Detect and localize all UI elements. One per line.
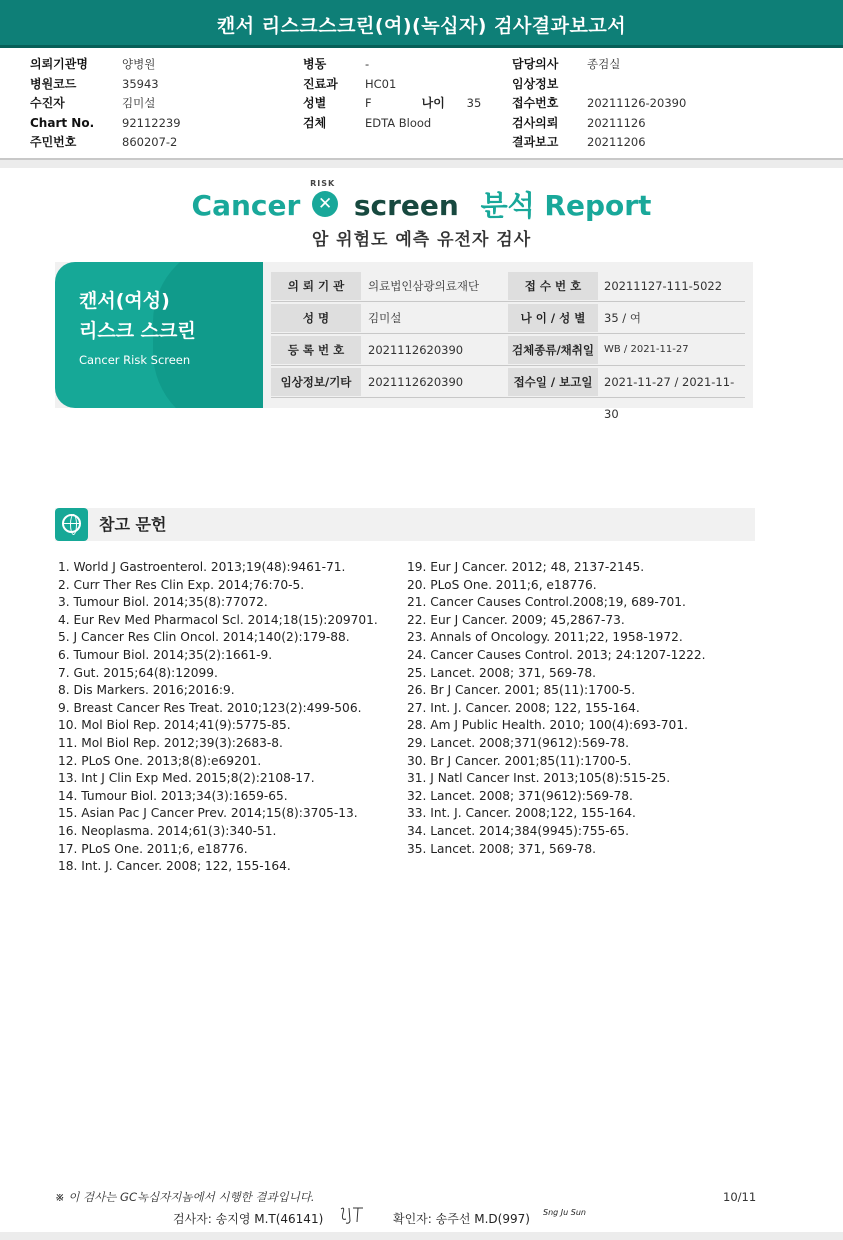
reference-item: 14. Tumour Biol. 2013;34(3):1659-65. [58, 788, 288, 803]
header-value: 20211206 [587, 135, 646, 149]
info-table [271, 270, 745, 421]
table-row [271, 302, 745, 334]
table-header: 나 이 / 성 별 [508, 304, 598, 332]
reference-item: 32. Lancet. 2008; 371(9612):569-78. [407, 788, 633, 803]
reference-item: 28. Am J Public Health. 2010; 100(4):693-701. [407, 718, 688, 733]
test-name-card [55, 262, 263, 408]
reference-item: 8. Dis Markers. 2016;2016:9. [58, 683, 235, 698]
card-english-title: Cancer Risk Screen [79, 353, 191, 367]
reference-item: 4. Eur Rev Med Pharmacol Scl. 2014;18(15):209701. [58, 612, 378, 627]
header-label: 검체 [303, 115, 327, 130]
reference-item: 10. Mol Biol Rep. 2014;41(9):5775-85. [58, 718, 291, 733]
header-value: 92112239 [122, 115, 181, 130]
table-row [271, 334, 745, 366]
reference-item: 22. Eur J Cancer. 2009; 45,2867-73. [407, 612, 625, 627]
references-header [55, 508, 755, 541]
table-header: 등 록 번 호 [271, 336, 361, 364]
bottom-band [0, 1232, 843, 1240]
table-cell: 김미설 [368, 311, 402, 325]
header-value: 종검실 [587, 57, 621, 71]
table-cell: WB / 2021-11-27 [604, 344, 689, 355]
reference-item: 23. Annals of Oncology. 2011;22, 1958-1972. [407, 630, 683, 645]
header-value: HC01 [365, 76, 397, 91]
header-label: Chart No. [30, 115, 95, 130]
brand-cancer: Cancer [191, 189, 301, 222]
card-title-line2: 리스크 스크린 [79, 320, 196, 342]
table-cell: 2021112620390 [368, 375, 464, 389]
header-label: 병원코드 [30, 76, 77, 91]
reference-item: 30. Br J Cancer. 2001;85(11):1700-5. [407, 753, 632, 768]
reference-item: 6. Tumour Biol. 2014;35(2):1661-9. [58, 647, 273, 662]
card-title [79, 286, 196, 346]
table-header: 의 뢰 기 관 [271, 272, 361, 300]
table-header: 접수일 / 보고일 [508, 368, 598, 396]
header-row [512, 114, 686, 134]
brand-screen: screen [353, 189, 459, 222]
reference-item: 31. J Natl Cancer Inst. 2013;105(8):515-25. [407, 771, 671, 786]
age-label: 나이 [421, 96, 445, 110]
reference-item: 18. Int. J. Cancer. 2008; 122, 155-164. [58, 859, 291, 874]
header-value: F [365, 96, 372, 110]
reference-item: 27. Int. J. Cancer. 2008; 122, 155-164. [407, 700, 640, 715]
reference-item: 7. Gut. 2015;64(8):12099. [58, 665, 218, 680]
reference-item: 29. Lancet. 2008;371(9612):569-78. [407, 735, 630, 750]
header-label: 주민번호 [30, 135, 77, 149]
header-value: 860207-2 [122, 135, 178, 149]
reference-item: 13. Int J Clin Exp Med. 2015;8(2):2108-17. [58, 771, 315, 786]
footer-note: ※ 이 검사는 GC녹십자지놈에서 시행한 결과입니다. [55, 1190, 315, 1204]
header-value: 20211126 [587, 115, 646, 130]
brand-risk: RISK [310, 179, 336, 188]
reference-item: 25. Lancet. 2008; 371, 569-78. [407, 665, 597, 680]
header-row [512, 133, 686, 153]
header-row [30, 94, 181, 114]
header-value: 양병원 [122, 57, 156, 71]
header-label: 수진자 [30, 96, 65, 110]
header-label: 담당의사 [512, 57, 559, 71]
header-row [303, 75, 481, 95]
reference-item: 21. Cancer Causes Control.2008;19, 689-701. [407, 595, 686, 610]
table-row [271, 270, 745, 302]
reference-item: 12. PLoS One. 2013;8(8):e69201. [58, 753, 262, 768]
reference-item: 24. Cancer Causes Control. 2013; 24:1207-1222. [407, 647, 706, 662]
header-row [30, 55, 181, 75]
header-row [512, 94, 686, 114]
table-cell: 의료법인삼광의료재단 [368, 279, 480, 293]
header-value: 김미설 [122, 96, 156, 110]
tester-signature-line: 검사자: 송지영 M.T(46141) [173, 1212, 324, 1226]
reference-item: 11. Mol Biol Rep. 2012;39(3):2683-8. [58, 735, 283, 750]
header-column-2 [303, 55, 481, 133]
risk-dna-icon: RISK ✕ [312, 191, 338, 217]
table-cell: 2021-11-27 / 2021-11-30 [604, 375, 735, 421]
reference-item: 5. J Cancer Res Clin Oncol. 2014;140(2):179-88. [58, 630, 350, 645]
header-row [303, 55, 481, 75]
header-value: 35943 [122, 76, 159, 91]
reference-item: 9. Breast Cancer Res Treat. 2010;123(2):499-506. [58, 700, 362, 715]
header-row [512, 55, 686, 75]
confirmer-signature: Sng Ju Sun [543, 1208, 586, 1217]
header-row [30, 114, 181, 134]
brand-logo [0, 179, 843, 224]
reference-item: 19. Eur J Cancer. 2012; 48, 2137-2145. [407, 560, 645, 574]
header-divider-band [0, 160, 843, 168]
header-row [303, 114, 481, 134]
header-row [512, 75, 686, 95]
confirmer-signature-line: 확인자: 송주선 M.D(997) [393, 1212, 530, 1226]
header-value: - [365, 57, 370, 71]
header-label: 검사의뢰 [512, 115, 559, 130]
references-title: 참고 문헌 [99, 515, 167, 534]
tester-signature-icon [338, 1205, 366, 1225]
header-label: 진료과 [303, 76, 338, 91]
page-subtitle: 암 위험도 예측 유전자 검사 [311, 230, 532, 250]
header-row [30, 133, 181, 153]
table-cell: 35 / 여 [604, 311, 641, 325]
age-value: 35 [466, 96, 482, 110]
table-row [271, 366, 745, 421]
header-label: 접수번호 [512, 96, 559, 110]
card-title-line1: 캔서(여성) [79, 290, 170, 312]
report-title-bar [0, 0, 843, 48]
header-label: 결과보고 [512, 135, 559, 149]
header-label: 임상정보 [512, 76, 559, 91]
header-label: 병동 [303, 57, 327, 71]
header-column-1 [30, 55, 181, 153]
reference-item: 16. Neoplasma. 2014;61(3):340-51. [58, 823, 277, 838]
reference-item: 35. Lancet. 2008; 371, 569-78. [407, 841, 597, 856]
globe-icon [55, 508, 88, 541]
table-cell: 20211127-111-5022 [604, 279, 723, 293]
reference-item: 20. PLoS One. 2011;6, e18776. [407, 577, 597, 592]
header-label: 성별 [303, 96, 327, 110]
reference-item: 26. Br J Cancer. 2001; 85(11):1700-5. [407, 683, 636, 698]
reference-item: 33. Int. J. Cancer. 2008;122, 155-164. [407, 806, 636, 821]
header-row [30, 75, 181, 95]
table-cell: 2021112620390 [368, 343, 464, 357]
reference-item: 34. Lancet. 2014;384(9945):755-65. [407, 823, 630, 838]
header-label: 의뢰기관명 [30, 57, 88, 71]
reference-item: 1. World J Gastroenterol. 2013;19(48):9461-71. [58, 560, 346, 574]
references-list-left [58, 559, 378, 876]
header-row [303, 94, 481, 114]
table-header: 성 명 [271, 304, 361, 332]
table-header: 접 수 번 호 [508, 272, 598, 300]
reference-item: 17. PLoS One. 2011;6, e18776. [58, 841, 248, 856]
page-number: 10/11 [723, 1190, 757, 1204]
reference-item: 2. Curr Ther Res Clin Exp. 2014;76:70-5. [58, 577, 305, 592]
references-list-right [407, 559, 706, 858]
table-header: 검체종류/채취일 [508, 336, 598, 364]
patient-info-box [55, 262, 753, 421]
report-title: 캔서 리스크스크린(여)(녹십자) 검사결과보고서 [216, 15, 627, 37]
header-value: EDTA Blood [365, 115, 432, 130]
brand-report: 분석 Report [480, 189, 652, 222]
header-column-3 [512, 55, 686, 153]
reference-item: 3. Tumour Biol. 2014;35(8):77072. [58, 595, 268, 610]
table-header: 임상정보/기타 [271, 368, 361, 396]
reference-item: 15. Asian Pac J Cancer Prev. 2014;15(8):3705-13. [58, 806, 358, 821]
header-value: 20211126-20390 [587, 96, 687, 110]
